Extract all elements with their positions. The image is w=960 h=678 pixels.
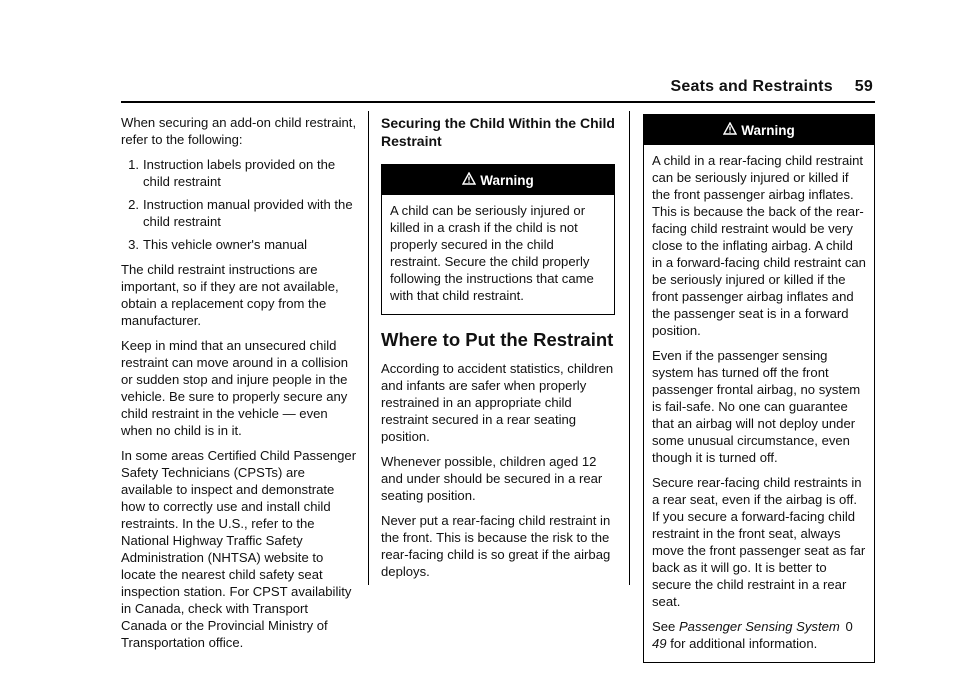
column-1 (121, 114, 357, 659)
warning-triangle-icon (723, 115, 737, 145)
warning-triangle-icon (462, 165, 476, 195)
subsection-heading: Securing the Child Within the Child Restraint (381, 115, 615, 149)
body-paragraph: Never put a rear-facing child restraint in the front. This is because the risk to the rear-facing child is so great if the airbag deploys. (381, 513, 611, 579)
header-rule (121, 101, 875, 103)
cross-reference (652, 618, 866, 652)
warning-header (382, 165, 614, 195)
list-number: 1. (128, 157, 139, 172)
see-suffix: for additional information. (670, 636, 818, 651)
warning-paragraph: A child in a rear-facing child restraint can be seriously injured or killed if the front passenger airbag inflates. This is because the back of the rear-facing child restraint would be very close to the inflating airbag. A child in a forward-facing child restraint can be seriously injured or killed if the front passenger airbag inflates and the passenger seat is in a forward position. (652, 153, 866, 338)
see-prefix: See (652, 619, 676, 634)
list-item (121, 196, 357, 230)
list-item (121, 236, 357, 253)
warning-title: Warning (480, 173, 534, 188)
list-text: This vehicle owner's manual (143, 237, 308, 252)
warning-text: A child can be seriously injured or killed in a crash if the child is not properly secured in the child restraint. Secure the child properly following the instructions that came with that child restraint. (390, 203, 594, 303)
page-header (671, 78, 873, 96)
warning-box (643, 114, 875, 663)
list-text: Instruction manual provided with the child restraint (143, 197, 353, 229)
warning-paragraph: Even if the passenger sensing system has turned off the front passenger frontal airbag, no system is fail-safe. No one can guarantee that an airbag will not deploy under some unusual circumstance, even though it is turned off. (652, 348, 861, 465)
cross-reference-page[interactable]: 49 (652, 636, 667, 651)
warning-box (381, 164, 615, 315)
list-number: 3. (128, 237, 139, 252)
warning-title: Warning (741, 123, 795, 138)
body-paragraph: According to accident statistics, children and infants are safer when properly restrained in an appropriate child restraint secured in a rear seating position. (381, 361, 614, 444)
section-heading: Where to Put the Restraint (381, 329, 614, 350)
warning-body (644, 145, 874, 662)
reference-list (121, 156, 357, 253)
list-number: 2. (128, 197, 139, 212)
body-paragraph: The child restraint instructions are important, so if they are not available, obtain a replacement copy from the manufacturer. (121, 262, 339, 328)
section-title: Seats and Restraints (670, 78, 833, 95)
list-item (121, 156, 357, 190)
warning-paragraph: Secure rear-facing child restraints in a rear seat, even if the airbag is off. If you secure a forward-facing child restraint in the front seat, always move the front passenger seat as far back as it will go. It is better to secure the child restraint in a rear seat. (652, 475, 866, 609)
page-reference-arrow-icon: 0 (845, 619, 853, 634)
body-paragraph: Whenever possible, children aged 12 and under should be secured in a rear seating position. (381, 454, 603, 503)
warning-header (644, 115, 874, 145)
list-text: Instruction labels provided on the child restraint (143, 157, 336, 189)
intro-paragraph: When securing an add-on child restraint, refer to the following: (121, 115, 357, 147)
page-number: 59 (854, 78, 873, 95)
cross-reference-link[interactable]: Passenger Sensing System (678, 619, 840, 634)
column-2 (381, 114, 615, 588)
body-paragraph: Keep in mind that an unsecured child restraint can move around in a collision or sudden stop and injure people in the vehicle. Be sure to properly secure any child restraint in the vehicle — even when no child is in it. (121, 338, 349, 438)
warning-body (382, 195, 614, 314)
column-3 (643, 114, 875, 677)
column-divider-2 (629, 111, 630, 585)
body-paragraph: In some areas Certified Child Passenger Safety Technicians (CPSTs) are available to inspect and demonstrate how to correctly use and install child restraints. In the U.S., refer to the National Highway Traffic Safety Administration (NHTSA) website to locate the nearest child safety seat inspection station. For CPST availability in Canada, check with Transport Canada or the Provincial Ministry of Transportation office. (121, 448, 357, 650)
column-divider-1 (368, 111, 369, 585)
